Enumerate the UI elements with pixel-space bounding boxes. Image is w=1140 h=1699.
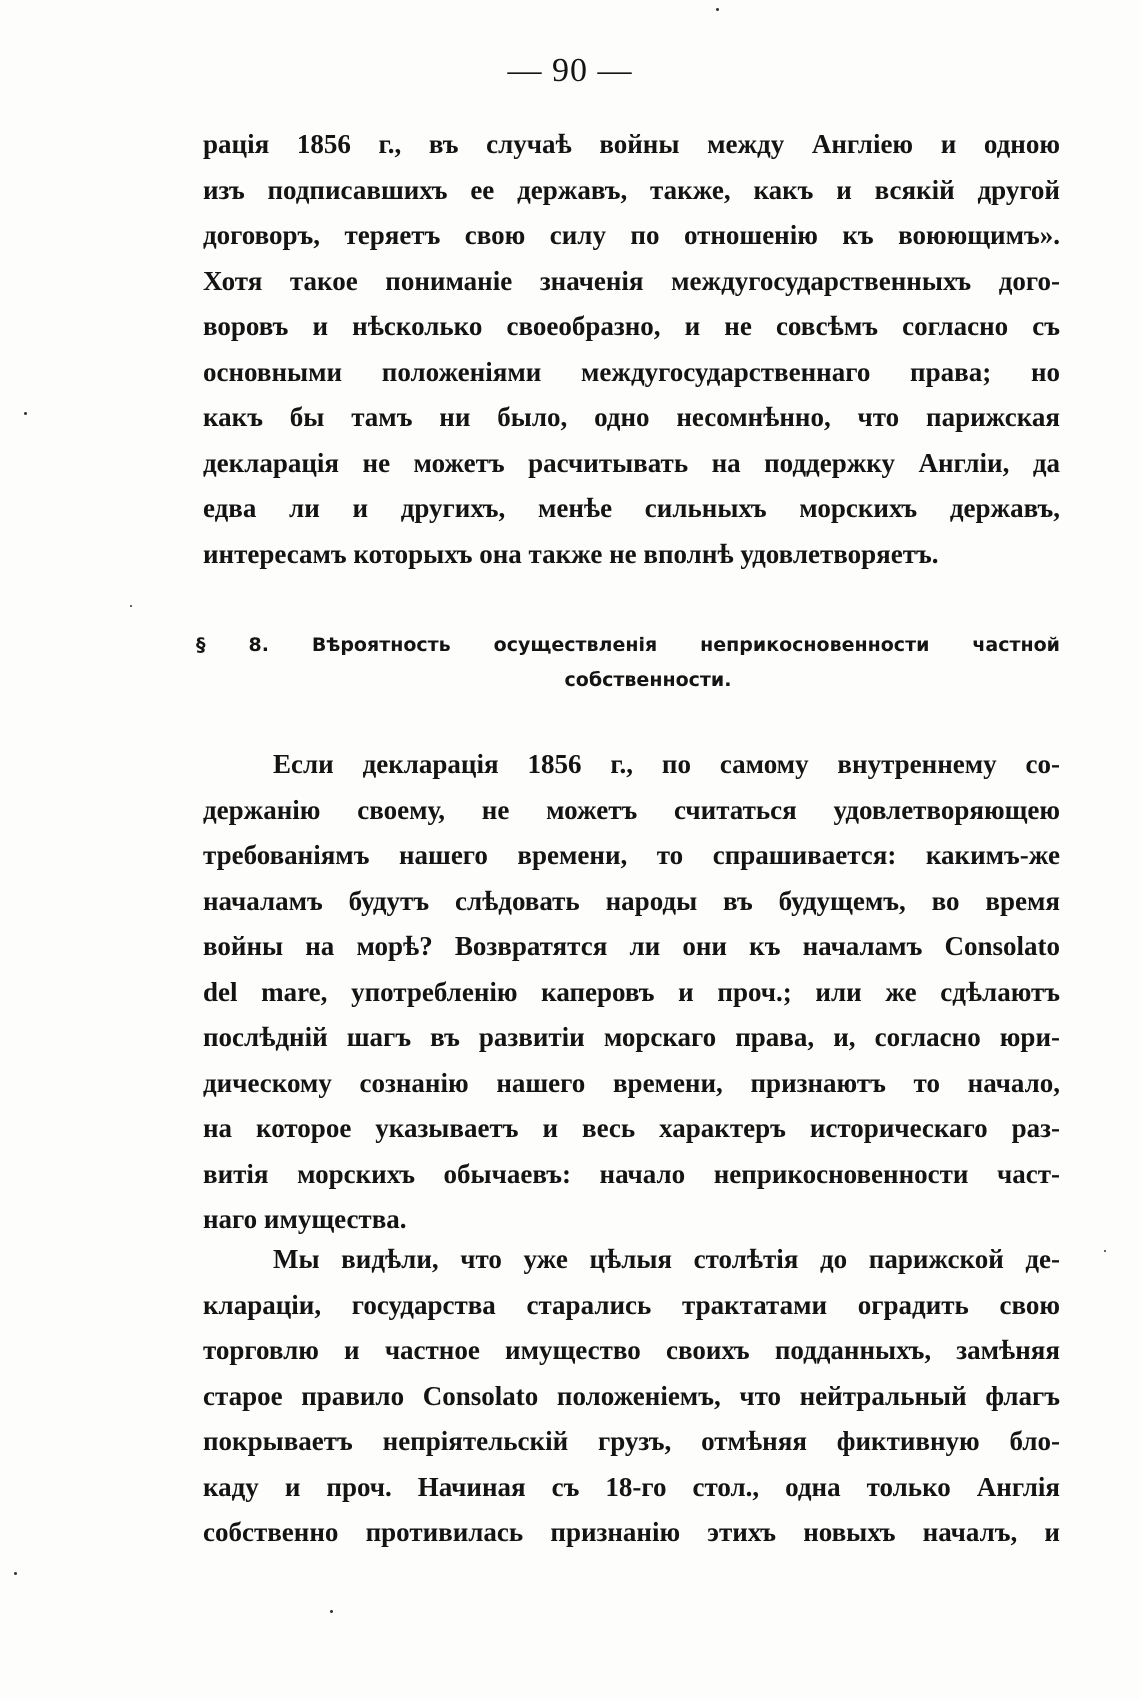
text-line: воровъ и нѣсколько своеобразно, и не совсѣмъ согласно съ <box>203 311 1060 341</box>
text-line: наго имущества. <box>203 1204 407 1234</box>
text-line: интересамъ которыхъ она также не вполнѣ удовлетворяетъ. <box>203 538 939 569</box>
page-number: — 90 — <box>507 52 633 89</box>
text-line: началамъ будутъ слѣдовать народы въ будущемъ, во время <box>203 885 1060 916</box>
text-line: изъ подписавшихъ ее державъ, также, какъ и всякій другой <box>203 174 1060 205</box>
text-line: едва ли и другихъ, менѣе сильныхъ морскихъ державъ, <box>203 493 1060 523</box>
text-line: какъ бы тамъ ни было, одно несомнѣнно, что парижская <box>203 402 1060 432</box>
text-line: торговлю и частное имущество своихъ подданныхъ, замѣняя <box>203 1335 1060 1365</box>
text-line: покрываетъ непріятельскій грузъ, отмѣняя фиктивную бло- <box>203 1426 1060 1456</box>
text-line: Хотя такое пониманіе значенія междугосударственныхъ дого- <box>203 265 1060 296</box>
text-line: витія морскихъ обычаевъ: начало неприкосновенности част- <box>203 1158 1060 1189</box>
scan-speck <box>24 412 27 415</box>
text-line: старое правило Consolato положеніемъ, что нейтральный флагъ <box>203 1380 1060 1411</box>
text-line: договоръ, теряетъ свою силу по отношенію къ воюющимъ». <box>203 220 1060 250</box>
text-line: Если декларація 1856 г., по самому внутреннему со- <box>273 749 1060 779</box>
text-line: держанію своему, не можетъ считаться удовлетворяющею <box>203 794 1060 825</box>
scan-speck <box>14 1572 17 1575</box>
text-line: войны на морѣ? Возвратятся ли они къ началамъ Consolato <box>203 931 1060 961</box>
text-line: основными положеніями междугосударственнаго права; но <box>203 356 1060 387</box>
text-line: каду и проч. Начиная съ 18-го стол., одна только Англія <box>203 1471 1060 1502</box>
text-line: декларація не можетъ расчитывать на поддержку Англіи, да <box>203 447 1060 478</box>
scan-speck <box>130 605 132 607</box>
text-line: требованіямъ нашего времени, то спрашивается: какимъ-же <box>203 840 1060 870</box>
paragraph <box>203 1237 1060 1556</box>
text-line: дическому сознанію нашего времени, признаютъ то начало, <box>203 1067 1060 1098</box>
scan-speck <box>716 8 719 11</box>
section-heading-line: собственности. <box>564 669 732 691</box>
paragraph-continuation <box>203 122 1060 577</box>
text-line: Мы видѣли, что уже цѣлыя столѣтія до парижской де- <box>273 1244 1060 1274</box>
scan-speck <box>330 1610 333 1613</box>
section-heading <box>196 628 1060 698</box>
text-line: послѣдній шагъ въ развитіи морскаго права, и, согласно юри- <box>203 1022 1060 1052</box>
text-line: рація 1856 г., въ случаѣ войны между Англіею и одною <box>203 129 1060 159</box>
text-line: клараціи, государства старались трактатами оградить свою <box>203 1289 1060 1320</box>
section-heading-line: § 8. Вѣроятность осуществленія неприкосновенности частной <box>196 634 1060 656</box>
text-line: собственно противилась признанію этихъ новыхъ началъ, и <box>203 1517 1060 1547</box>
text-line: на которое указываетъ и весь характеръ историческаго раз- <box>203 1113 1060 1143</box>
text-line: del mare, употребленію каперовъ и проч.; или же сдѣлаютъ <box>203 976 1060 1007</box>
scan-speck <box>1104 1250 1106 1252</box>
paragraph <box>203 742 1060 1243</box>
